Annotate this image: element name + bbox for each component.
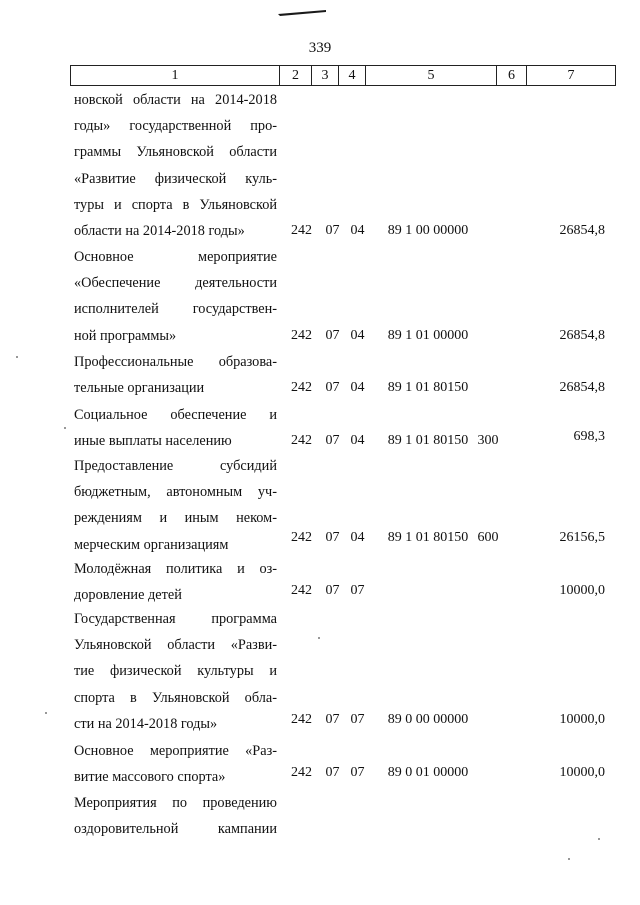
row-description [74, 87, 277, 244]
row-description [74, 402, 277, 454]
description-line: сти на 2014-2018 годы» [74, 715, 218, 732]
header-col-4: 4 [339, 66, 366, 85]
description-line: спорта в Ульяновской обла- [74, 689, 277, 706]
cell-col-2: 242 [291, 530, 312, 545]
cell-col-4: 04 [350, 530, 365, 545]
description-line: иные выплаты населению [74, 433, 232, 450]
cell-col-7: 26854,8 [559, 328, 605, 343]
cell-col-5: 89 1 01 00000 [387, 328, 469, 343]
description-line: бюджетным, автономным уч- [74, 484, 277, 501]
cell-col-2: 242 [291, 380, 312, 395]
header-col-3: 3 [312, 66, 339, 85]
cell-col-5: 89 0 01 00000 [387, 765, 469, 780]
row-description [74, 790, 277, 842]
header-col-5: 5 [366, 66, 497, 85]
cell-col-6: 300 [477, 433, 499, 448]
cell-col-5: 89 1 01 80150 [387, 433, 469, 448]
row-description [74, 556, 277, 608]
description-line: «Развитие физической куль- [74, 170, 277, 187]
cell-col-2: 242 [291, 712, 312, 727]
cell-col-2: 242 [291, 328, 312, 343]
cell-col-4: 04 [350, 223, 365, 238]
description-line: туры и спорта в Ульяновской [74, 196, 277, 213]
description-line: Мероприятия по проведению [74, 795, 277, 811]
description-line: области на 2014-2018 годы» [74, 223, 245, 240]
row-description [74, 606, 277, 737]
cell-col-3: 07 [325, 765, 340, 780]
cell-col-7: 10000,0 [559, 712, 605, 727]
cell-col-7: 10000,0 [559, 583, 605, 598]
description-line: граммы Ульяновской области [74, 144, 277, 161]
header-col-6: 6 [497, 66, 527, 85]
cell-col-3: 07 [325, 530, 340, 545]
description-line: мерческим организациям [74, 536, 229, 553]
cell-col-7: 26854,8 [559, 380, 605, 395]
row-description [74, 349, 277, 401]
cell-col-3: 07 [325, 380, 340, 395]
cell-col-3: 07 [325, 433, 340, 448]
description-line: реждениям и иным неком- [74, 510, 277, 527]
cell-col-4: 04 [350, 380, 365, 395]
cell-col-7: 10000,0 [559, 765, 605, 780]
scan-speck [318, 637, 320, 639]
row-description [74, 453, 277, 558]
description-line: исполнителей государствен- [74, 301, 277, 318]
scan-speck [568, 858, 570, 860]
description-line: витие массового спорта» [74, 769, 226, 786]
cell-col-4: 07 [350, 583, 365, 598]
page-number: 339 [308, 40, 332, 56]
cell-col-2: 242 [291, 583, 312, 598]
description-line: ной программы» [74, 327, 177, 344]
description-line: «Обеспечение деятельности [74, 275, 277, 292]
description-line: годы» государственной про- [74, 118, 277, 135]
cell-col-4: 04 [350, 328, 365, 343]
row-description [74, 738, 277, 790]
description-line: Основное мероприятие [74, 249, 277, 265]
cell-col-5: 89 1 01 80150 [387, 530, 469, 545]
scan-mark-decoration [276, 8, 328, 18]
description-line: Предоставление субсидий [74, 458, 277, 474]
cell-col-7: 26854,8 [559, 223, 605, 238]
description-line: доровление детей [74, 587, 182, 604]
cell-col-3: 07 [325, 583, 340, 598]
description-line: Социальное обеспечение и [74, 407, 277, 423]
description-line: Основное мероприятие «Раз- [74, 743, 277, 759]
description-line: оздоровительной кампании [74, 821, 277, 838]
cell-col-3: 07 [325, 712, 340, 727]
cell-col-2: 242 [291, 433, 312, 448]
description-line: Государственная программа [74, 611, 277, 627]
header-col-1: 1 [71, 66, 280, 85]
scan-speck [598, 838, 600, 840]
cell-col-2: 242 [291, 223, 312, 238]
cell-col-7: 698,3 [573, 429, 605, 444]
table-header-row [70, 65, 616, 86]
cell-col-2: 242 [291, 765, 312, 780]
scan-speck [16, 356, 18, 358]
scan-speck [45, 712, 47, 714]
row-description [74, 244, 277, 349]
description-line: новской области на 2014-2018 [74, 92, 277, 108]
cell-col-6: 600 [477, 530, 499, 545]
cell-col-4: 04 [350, 433, 365, 448]
description-line: Профессиональные образова- [74, 354, 277, 370]
cell-col-3: 07 [325, 223, 340, 238]
description-line: тельные организации [74, 380, 205, 397]
description-line: Молодёжная политика и оз- [74, 561, 277, 577]
description-line: Ульяновской области «Разви- [74, 637, 277, 654]
cell-col-5: 89 0 00 00000 [387, 712, 469, 727]
scan-speck [64, 427, 66, 429]
cell-col-4: 07 [350, 712, 365, 727]
cell-col-7: 26156,5 [559, 530, 605, 545]
description-line: тие физической культуры и [74, 663, 277, 680]
cell-col-3: 07 [325, 328, 340, 343]
cell-col-4: 07 [350, 765, 365, 780]
cell-col-5: 89 1 01 80150 [387, 380, 469, 395]
cell-col-5: 89 1 00 00000 [387, 223, 469, 238]
header-col-2: 2 [280, 66, 312, 85]
header-col-7: 7 [567, 68, 575, 83]
